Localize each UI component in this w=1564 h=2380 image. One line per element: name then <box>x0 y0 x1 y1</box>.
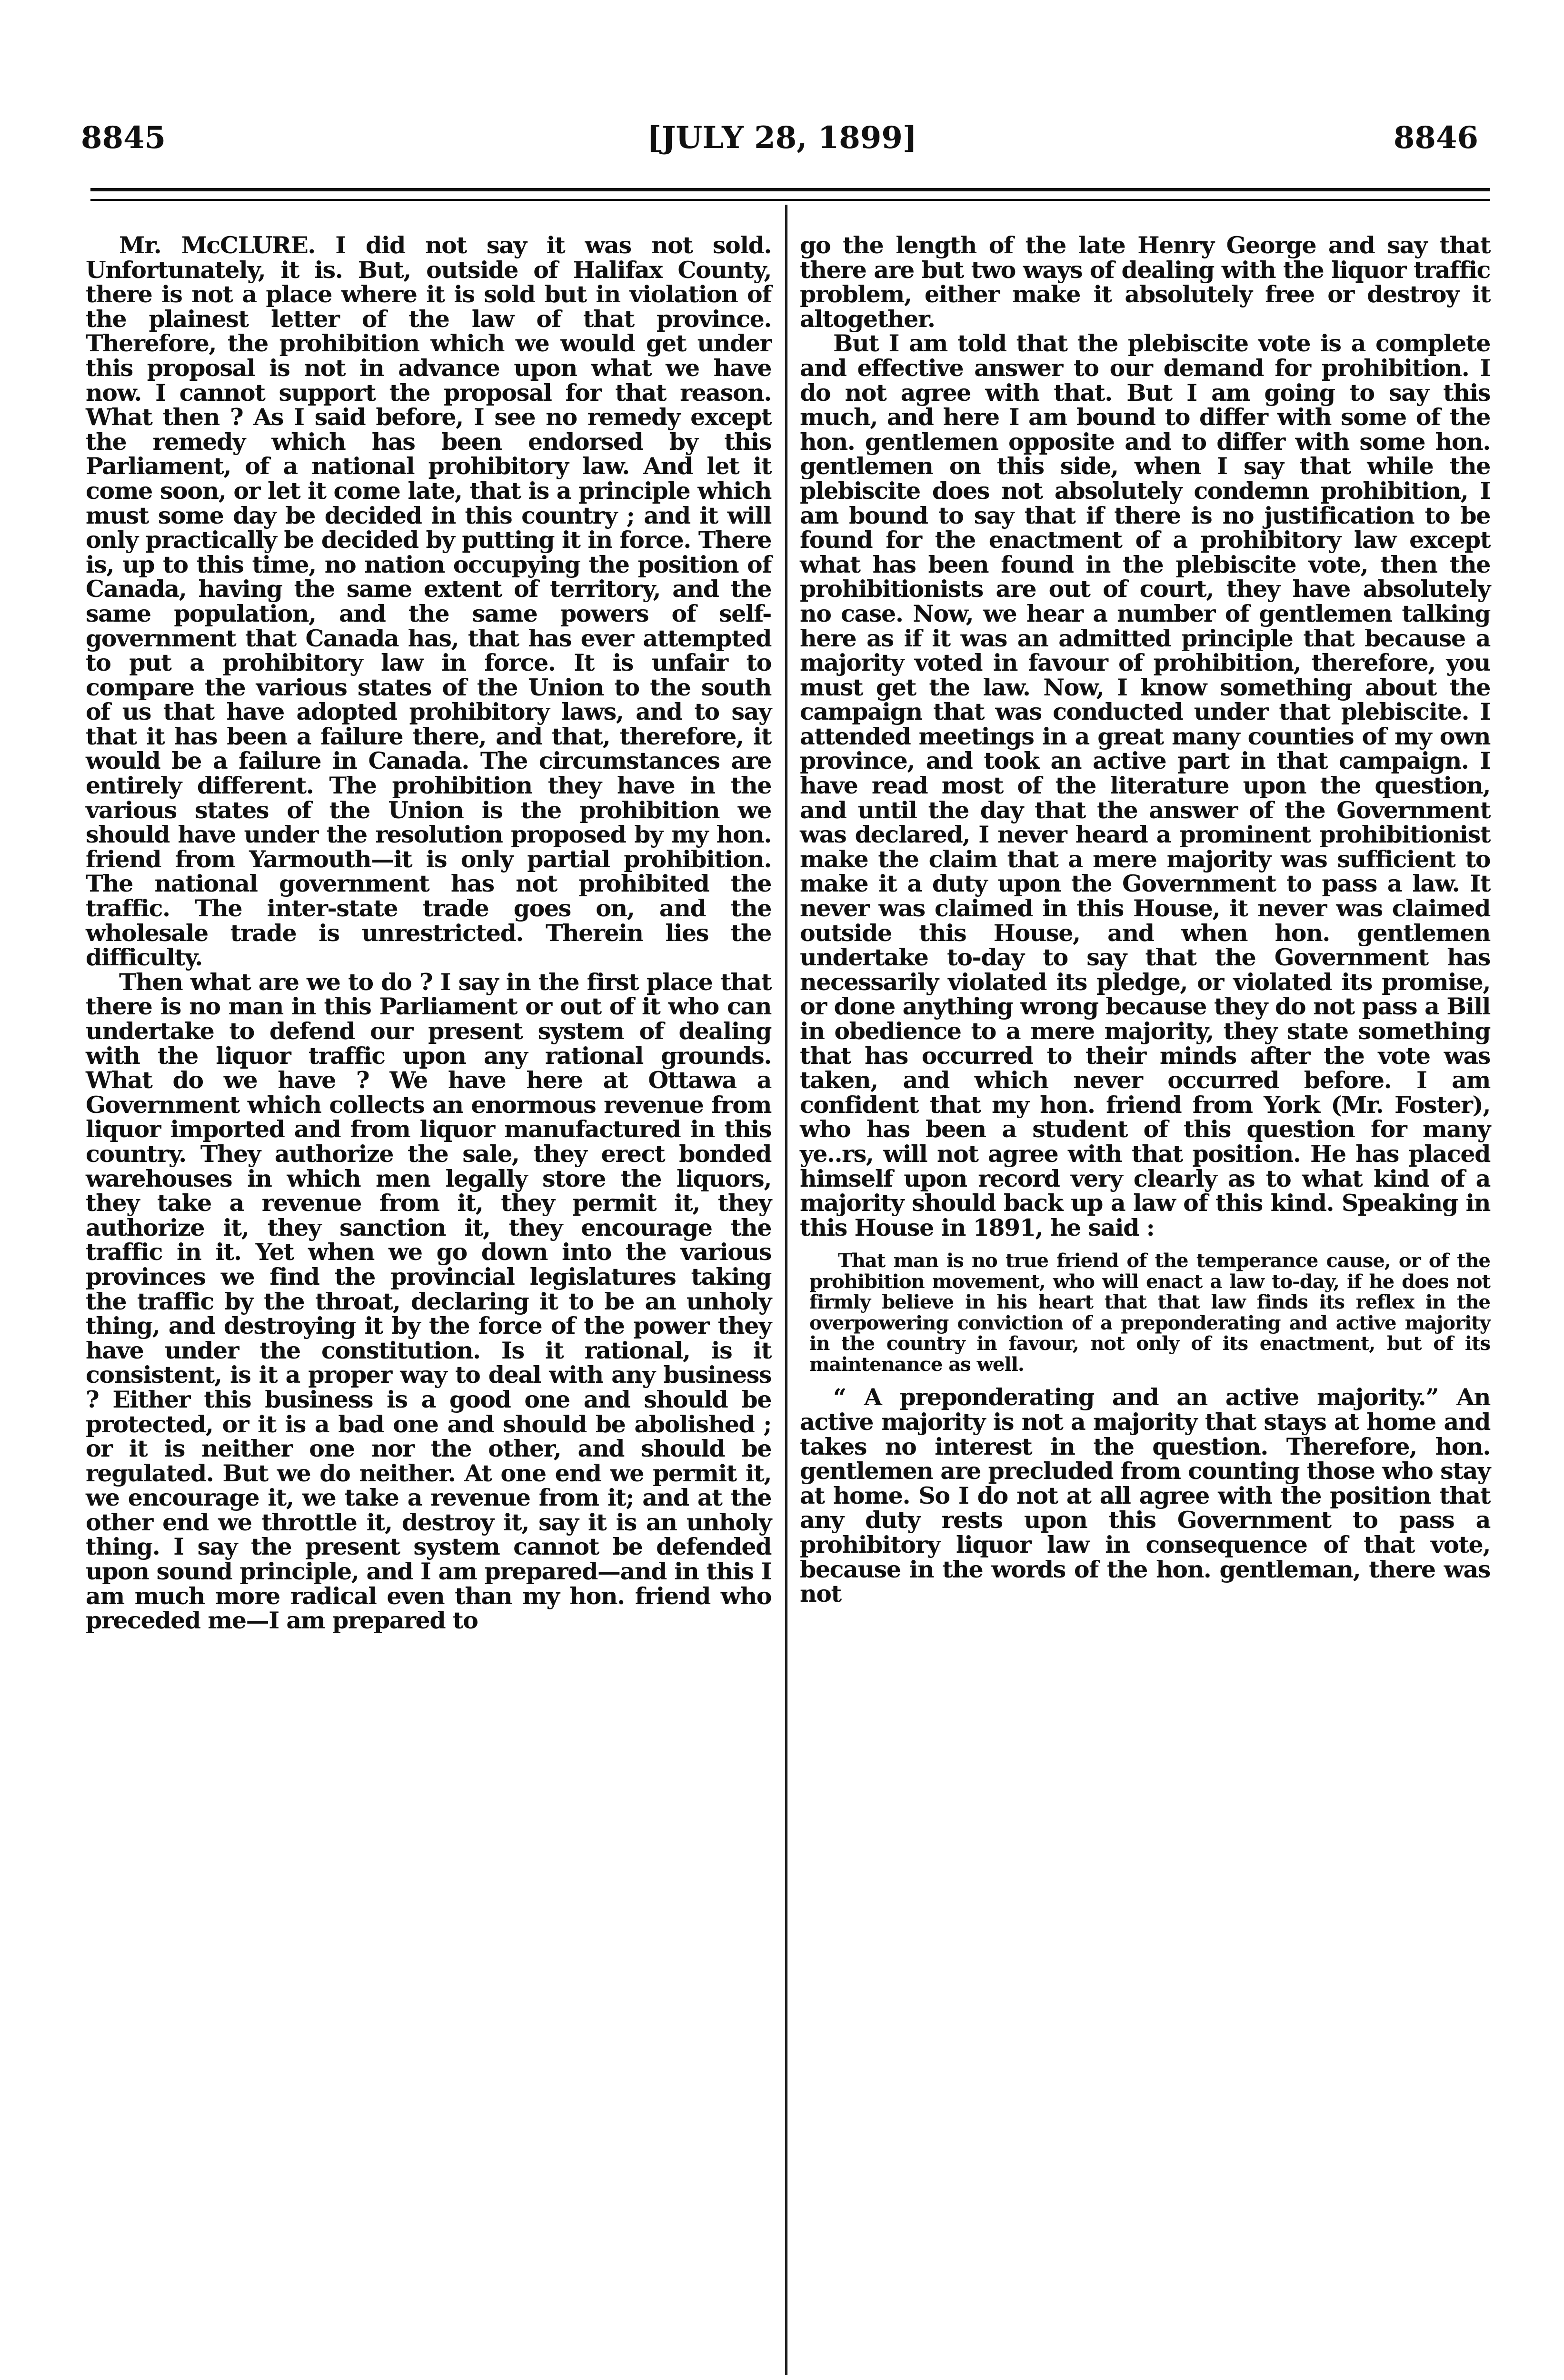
page-number-right: 8846 <box>1393 120 1478 156</box>
left-column <box>86 233 771 1633</box>
header-rule-thick <box>90 188 1490 191</box>
left-paragraph-2: Then what are we to do ? I say in the first place that there is no man in this Parliament or out of it who can undertake to defend our present system of dealing with the liquor traffic upon any rational grounds. What do we have ? We have here at Ottawa a Government which collects an enormous revenue from liquor imported and from liquor manufactured in this country. They authorize the sale, they erect bonded warehouses in which men legally store the liquors, they take a revenue from it, they permit it, they authorize it, they sanction it, they encourage the traffic in it. Yet when we go down into the various provinces we find the provincial legislatures taking the traffic by the throat, declaring it to be an unholy thing, and destroying it by the force of the power they have under the constitution. Is it rational, is it consistent, is it a proper way to deal with any business ? Either this business is a good one and should be protected, or it is a bad one and should be abolished ; or it is neither one nor the other, and should be regulated. But we do neither. At one end we permit it, we encourage it, we take a revenue from it; and at the other end we throttle it, destroy it, say it is an unholy thing. I say the present system cannot be defended upon sound principle, and I am prepared—and in this I am much more radical even than my hon. friend who preceded me—I am prepared to <box>86 968 771 1635</box>
block-quote: That man is no true friend of the temperance cause, or of the prohibition movement, who will enact a law to-day, if he does not firmly believe in his heart that that law finds its reflex in the overpowering conviction of a preponderating and active majority in the country in favour, not only of its enactment, but of its maintenance as well. <box>809 1250 1490 1376</box>
right-paragraph-3: “ A preponderating and an active majority.” An active majority is not a majority that stays at home and takes no interest in the question. Therefore, hon. gentlemen are precluded from counting those who stay at home. So I do not at all agree with the position that any duty rests upon this Government to pass a prohibitory liquor law in consequence of that vote, because in the words of the hon. gentleman, there was not <box>800 1383 1490 1608</box>
right-paragraph-1: go the length of the late Henry George and say that there are but two ways of dealing with the liquor traffic problem, either make it absolutely free or destroy it altogether. <box>800 231 1490 333</box>
right-paragraph-2: But I am told that the plebiscite vote is a complete and effective answer to our demand for prohibition. I do not agree with that. But I am going to say this much, and here I am bound to differ with some of the hon. gentlemen opposite and to differ with some hon. gentlemen on this side, when I say that while the plebiscite does not absolutely condemn prohibition, I am bound to say that if there is no justification to be found for the enactment of a prohibitory law except what has been found in the plebiscite vote, then the prohibitionists are out of court, they have absolutely no case. Now, we hear a number of gentlemen talking here as if it was an admitted principle that because a majority voted in favour of prohibition, therefore, you must get the law. Now, I know something about the campaign that was conducted under that plebiscite. I attended meetings in a great many counties of my own province, and took an active part in that campaign. I have read most of the literature upon the question, and until the day that the answer of the Government was declared, I never heard a prominent prohibitionist make the claim that a mere majority was sufficient to make it a duty upon the Government to pass a law. It never was claimed in this House, it never was claimed outside this House, and when hon. gentlemen undertake to-day to say that the Government has necessarily violated its pledge, or violated its promise, or done anything wrong because they do not pass a Bill in obedience to a mere majority, they state something that has occurred to their minds after the vote was taken, and which never occurred before. I am confident that my hon. friend from York (Mr. Foster), who has been a student of this question for many ye..rs, will not agree with that position. He has placed himself upon record very clearly as to what kind of a majority should back up a law of this kind. Speaking in this House in 1891, he said : <box>800 329 1490 1241</box>
page-number-left: 8845 <box>81 120 166 156</box>
right-column <box>800 233 1490 1606</box>
page-date-title: [JULY 28, 1899] <box>647 120 917 156</box>
header-rule-thin <box>90 199 1490 201</box>
left-paragraph-1: Mr. McCLURE. I did not say it was not sold. Unfortunately, it is. But, outside of Halifax County, there is not a place where it is sold but in violation of the plainest letter of the law of that province. Therefore, the prohibition which we would get under this proposal is not in advance upon what we have now. I cannot support the proposal for that reason. What then ? As I said before, I see no remedy except the remedy which has been endorsed by this Parliament, of a national prohibitory law. And let it come soon, or let it come late, that is a principle which must some day be decided in this country ; and it will only practically be decided by putting it in force. There is, up to this time, no nation occupying the position of Canada, having the same extent of territory, and the same population, and the same powers of self-government that Canada has, that has ever attempted to put a prohibitory law in force. It is unfair to compare the various states of the Union to the south of us that have adopted prohibitory laws, and to say that it has been a failure there, and that, therefore, it would be a failure in Canada. The circumstances are entirely different. The prohibition they have in the various states of the Union is the prohibition we should have under the resolution proposed by my hon. friend from Yarmouth—it is only partial prohibition. The national government has not prohibited the traffic. The inter-state trade goes on, and the wholesale trade is unrestricted. Therein lies the difficulty. <box>86 231 771 972</box>
column-divider <box>785 205 787 2375</box>
